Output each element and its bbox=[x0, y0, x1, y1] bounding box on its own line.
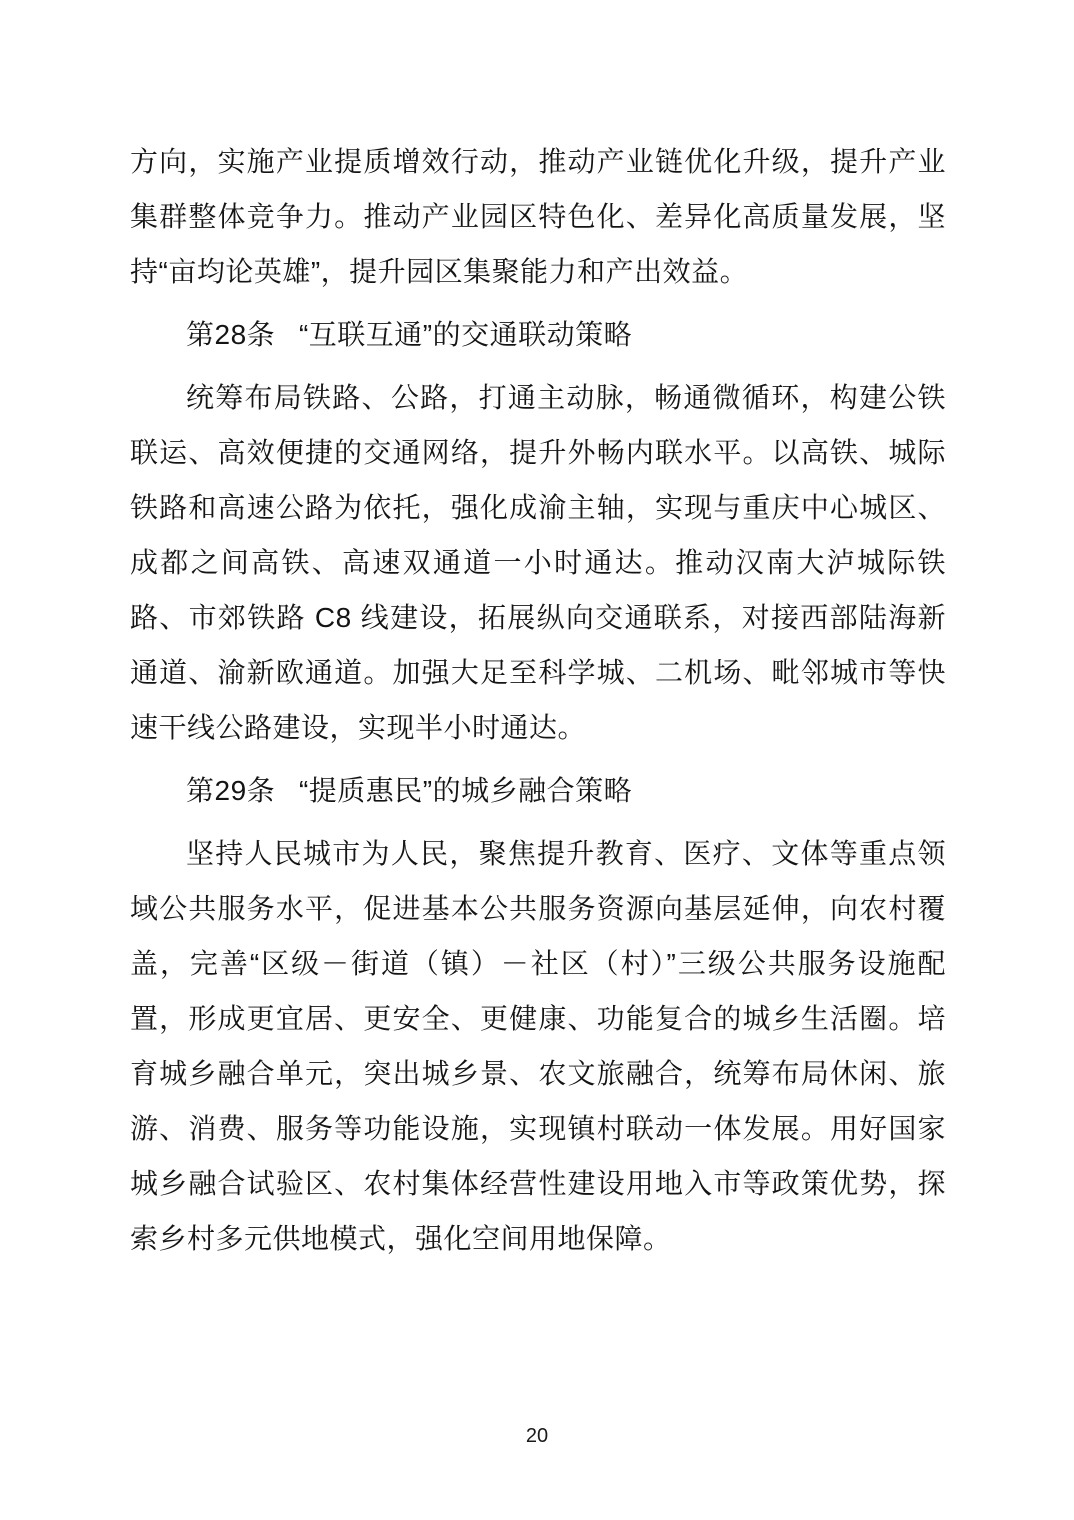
page-number: 20 bbox=[525, 1425, 549, 1447]
heading-article-title: “提质惠民”的城乡融合策略 bbox=[298, 775, 633, 806]
heading-article-title: “互联互通”的交通联动策略 bbox=[298, 319, 633, 350]
section-heading-article-29 bbox=[130, 763, 946, 818]
paragraph-article-28: 统筹布局铁路、公路，打通主动脉，畅通微循环，构建公铁联运、高效便捷的交通网络，提升外畅内联水平。以高铁、城际铁路和高速公路为依托，强化成渝主轴，实现与重庆中心城区、成都之间高铁、高速双通道一小时通达。推动汉南大泸城际铁路、市郊铁路 C8 线建设，拓展纵向交通联系，对接西部陆海新通道、渝新欧通道。加强大足至科学城、二机场、毗邻城市等快速干线公路建设，实现半小时通达。 bbox=[130, 382, 946, 743]
page-content bbox=[130, 134, 946, 1266]
section-heading-article-28 bbox=[130, 307, 946, 362]
paragraph-continuation: 方向，实施产业提质增效行动，推动产业链优化升级，提升产业集群整体竞争力。推动产业园区特色化、差异化高质量发展，坚持“亩均论英雄”，提升园区集聚能力和产出效益。 bbox=[130, 146, 946, 287]
paragraph-article-29: 坚持人民城市为人民，聚焦提升教育、医疗、文体等重点领域公共服务水平，促进基本公共服务资源向基层延伸，向农村覆盖，完善“区级－街道（镇）－社区（村）”三级公共服务设施配置，形成更宜居、更安全、更健康、功能复合的城乡生活圈。培育城乡融合单元，突出城乡景、农文旅融合，统筹布局休闲、旅游、消费、服务等功能设施，实现镇村联动一体发展。用好国家城乡融合试验区、农村集体经营性建设用地入市等政策优势，探索乡村多元供地模式，强化空间用地保障。 bbox=[130, 838, 946, 1254]
heading-article-number: 第28条 bbox=[186, 319, 276, 350]
heading-article-number: 第29条 bbox=[186, 775, 276, 806]
